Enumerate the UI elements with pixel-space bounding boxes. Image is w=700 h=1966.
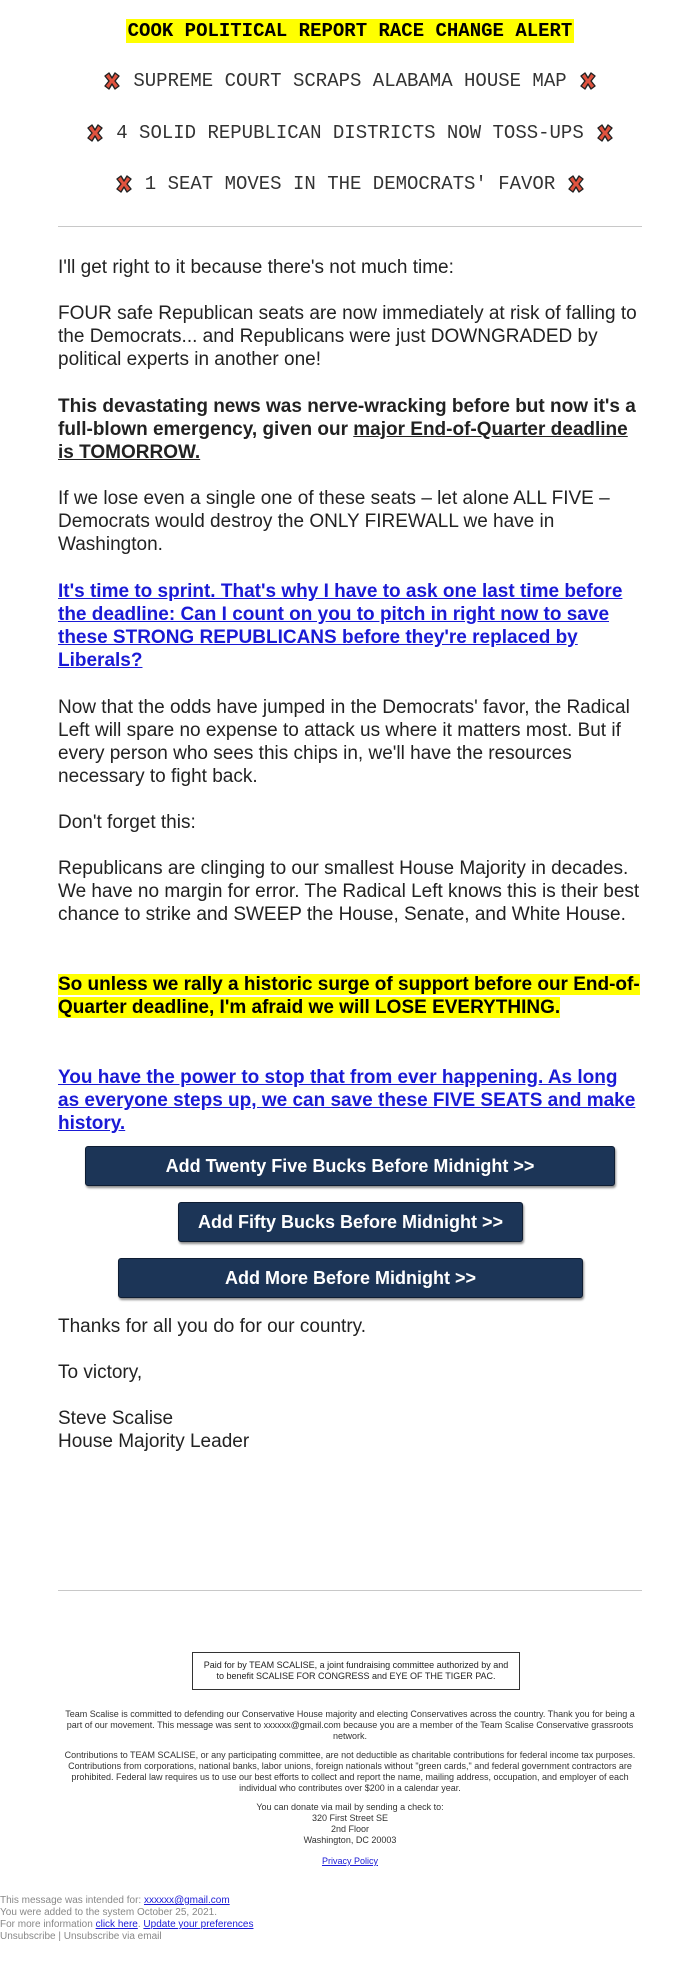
footer-unsubscribe: Unsubscribe | Unsubscribe via email <box>0 1931 162 1942</box>
footer-email-link[interactable]: xxxxxx@gmail.com <box>143 1895 230 1906</box>
highlight-paragraph <box>58 973 642 1019</box>
footer-intended: This message was intended for: xxxxxx@gmail.com <box>0 1895 230 1906</box>
footer-more-info: For more information click here. Update your preferences <box>0 1919 254 1930</box>
alert-line-3: 1 SEAT MOVES IN THE DEMOCRATS' FAVOR <box>58 173 642 195</box>
highlight-text: So unless we rally a historic surge of support before our End-of-Quarter deadline, I'm afraid we will LOSE EVERYTHING. <box>58 974 640 1018</box>
intro-text: I'll get right to it because there's not much time: <box>58 257 454 278</box>
cross-mark-icon <box>84 122 106 144</box>
closing-text: To victory, <box>58 1362 143 1383</box>
divider <box>58 226 642 227</box>
signature-title: House Majority Leader <box>58 1431 250 1452</box>
deadline-text: major End-of-Quarter deadline is TOMORROW. <box>58 419 628 463</box>
alert-title: COOK POLITICAL REPORT RACE CHANGE ALERT <box>127 20 573 42</box>
donate-link-five-seats[interactable]: You have the power to stop that from ever happening. As long as everyone steps up, we can save these FIVE SEATS and make history. <box>58 1067 636 1134</box>
donate-more-button[interactable]: Add More Before Midnight >> <box>118 1258 583 1298</box>
update-preferences-link[interactable]: Update your preferences <box>143 1919 254 1930</box>
unsubscribe-email-link[interactable]: Unsubscribe via email <box>63 1931 162 1942</box>
cross-mark-icon <box>594 122 616 144</box>
signature-name: Steve Scalise <box>58 1408 174 1429</box>
donate-link-sprint[interactable]: It's time to sprint. That's why I have to ask one last time before the deadline: Can I count on you to pitch in right now to save these STRONG REPUBLICANS before they're replaced by Liberals? <box>58 581 623 671</box>
thanks-text: Thanks for all you do for our country. <box>58 1316 367 1337</box>
paragraph-emergency: This devastating news was nerve-wracking before but now it's a full-blown emergency, given our major End-of-Quarter deadline is TOMORROW. <box>58 396 636 463</box>
paragraph-odds: Now that the odds have jumped in the Democrats' favor, the Radical Left will spare no expense to attack us where it matters most. But if every person who sees this chips in, we'll have the resources necessary to fight back. <box>58 697 630 787</box>
cross-mark-icon <box>101 70 123 92</box>
paragraph-seats-at-risk: FOUR safe Republican seats are now immediately at risk of falling to the Democrats... and Republicans were just DOWNGRADED by political experts in another one! <box>58 303 637 370</box>
address-line-1: 320 First Street SE <box>311 1813 389 1823</box>
donate-50-button[interactable]: Add Fifty Bucks Before Midnight >> <box>178 1202 523 1242</box>
alert-line-1: SUPREME COURT SCRAPS ALABAMA HOUSE MAP <box>58 70 642 92</box>
paragraph-majority: Republicans are clinging to our smallest House Majority in decades. We have no margin for error. The Radical Left knows this is their best chance to strike and SWEEP the House, Senate, and White House. <box>58 858 640 925</box>
mail-intro-text: You can donate via mail by sending a check to: <box>256 1802 444 1812</box>
click-here-link[interactable]: click here <box>95 1919 138 1930</box>
contributions-text: Contributions to TEAM SCALISE, or any participating committee, are not deductible as charitable contributions for federal income tax purposes. Contributions from corporations, national banks, labor unions, foreign nationals without "green cards," and federal government contractors are prohibited. Federal law requires us to use our best efforts to collect and report the name, mailing address, occupation, and employer of each individual who contributes over $200 in a calendar year. <box>64 1750 636 1793</box>
privacy-policy-link[interactable]: Privacy Policy <box>321 1856 378 1866</box>
alert-line-2: 4 SOLID REPUBLICAN DISTRICTS NOW TOSS-UPS <box>58 122 642 144</box>
address-line-2: 2nd Floor <box>330 1824 370 1834</box>
paragraph-firewall: If we lose even a single one of these seats – let alone ALL FIVE – Democrats would destroy the ONLY FIREWALL we have in Washington. <box>58 488 610 555</box>
footer-added: You were added to the system October 25, 2021. <box>0 1907 217 1918</box>
address-line-3: Washington, DC 20003 <box>303 1835 397 1845</box>
paragraph-dont-forget: Don't forget this: <box>58 812 196 833</box>
donate-link-paragraph <box>58 580 642 672</box>
committed-text: Team Scalise is committed to defending our Conservative House majority and electing Conservatives across the country. Thank you for being a part of our movement. This message was sent to xxxxxx@gmail.com because you are a member of the Team Scalise Conservative grassroots network. <box>65 1709 635 1741</box>
privacy-policy-row <box>58 1856 642 1867</box>
cross-mark-icon <box>577 70 599 92</box>
cross-mark-icon <box>565 173 587 195</box>
donate-25-button[interactable]: Add Twenty Five Bucks Before Midnight >> <box>85 1146 615 1186</box>
footer-divider <box>58 1590 642 1591</box>
cross-mark-icon <box>113 173 135 195</box>
paid-for-box: Paid for by TEAM SCALISE, a joint fundraising committee authorized by and to benefit SCALISE FOR CONGRESS and EYE OF THE TIGER PAC. <box>192 1652 520 1690</box>
donate-link-paragraph-2 <box>58 1066 642 1135</box>
unsubscribe-link[interactable]: Unsubscribe <box>0 1931 56 1942</box>
